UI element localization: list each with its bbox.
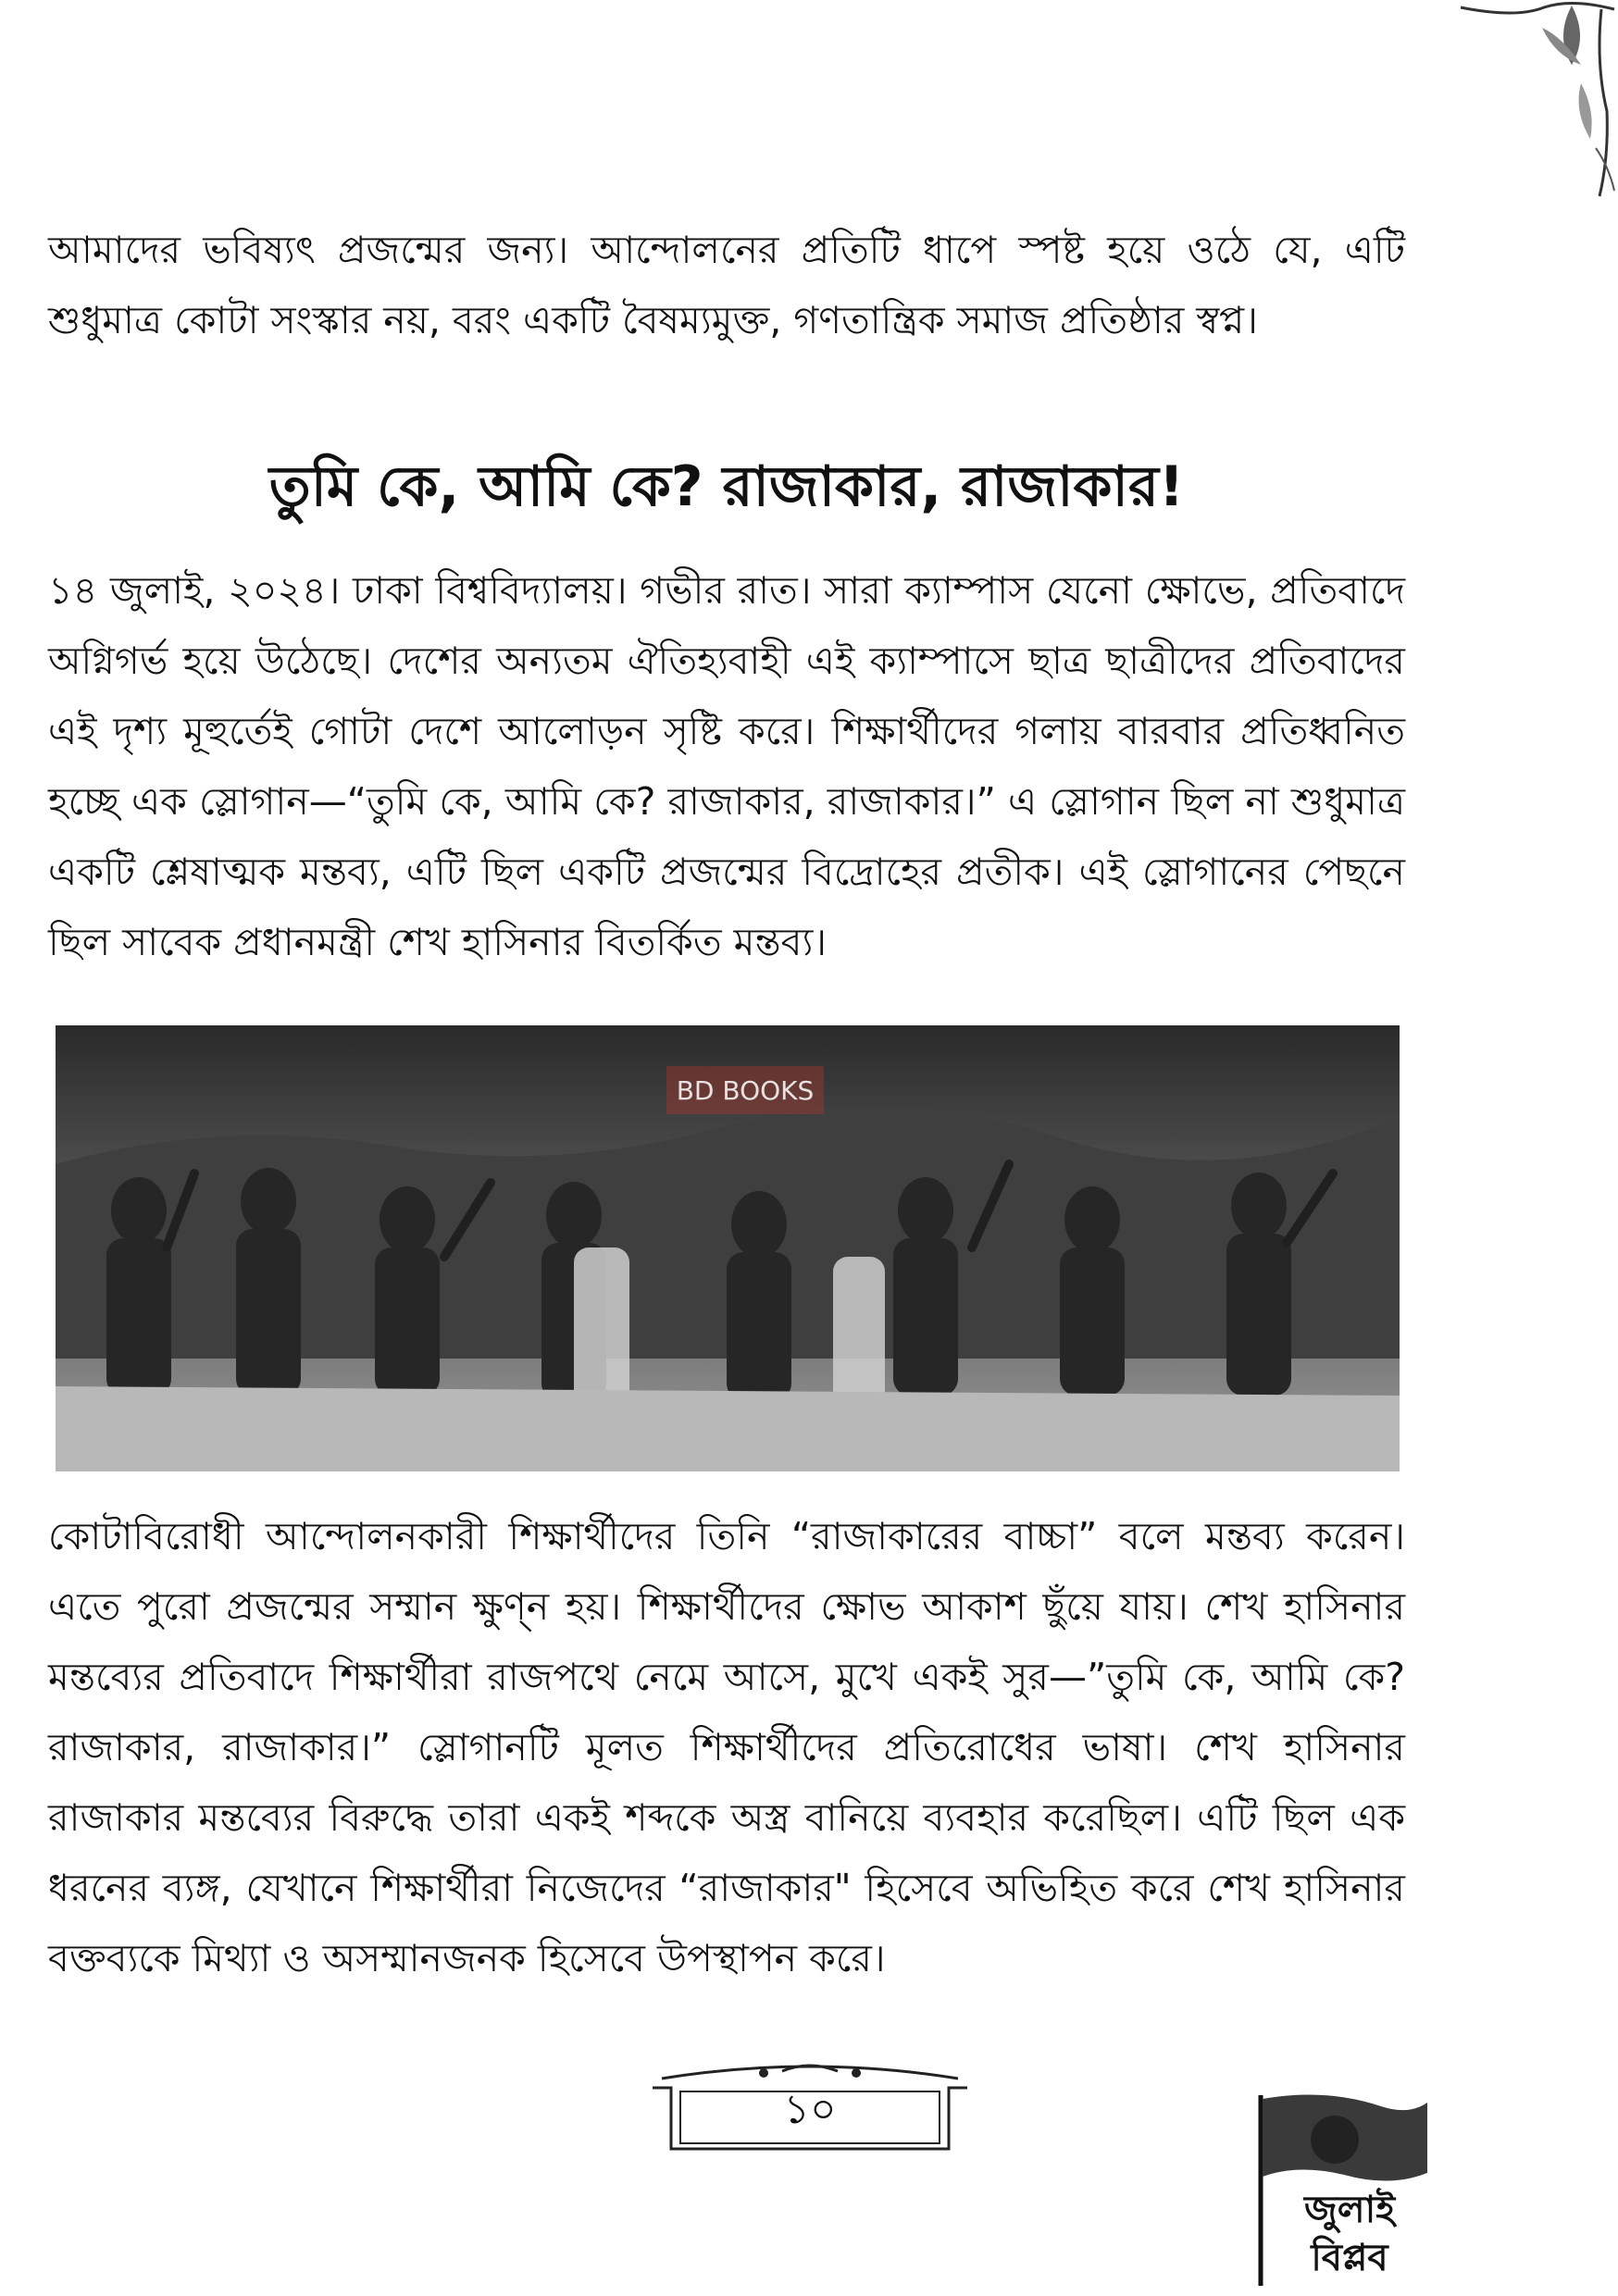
watermark [666,1066,824,1114]
paragraph-july-14: ১৪ জুলাই, ২০২৪। ঢাকা বিশ্ববিদ্যালয়। গভীর রাত। সারা ক্যাম্পাস যেনো ক্ষোভে, প্রতিবাদে অগ্নিগর্ভ হয়ে উঠেছে। দেশের অন্যতম ঐতিহ্যবাহী এই ক্যাম্পাসে ছাত্র ছাত্রীদের প্রতিবাদের এই দৃশ্য মূহুর্তেই গোটা দেশে আলোড়ন সৃষ্টি করে। শিক্ষার্থীদের গলায় বারবার প্রতিধ্বনিত হচ্ছে এক স্লোগান—“তুমি কে, আমি কে? রাজাকার, রাজাকার।” এ স্লোগান ছিল না শুধুমাত্র একটি শ্লেষাত্মক মন্তব্য, এটি ছিল একটি প্রজন্মের বিদ্রোহের প্রতীক। এই স্লোগানের পেছনে ছিল সাবেক প্রধানমন্ত্রী শেখ হাসিনার বিতর্কিত মন্তব্য। [48,568,1405,964]
brand-title-line2: বিপ্লব [1311,2237,1388,2279]
section-title: তুমি কে, আমি কে? রাজাকার, রাজাকার! [268,454,1185,519]
paragraph-slogan-explanation: কোটাবিরোধী আন্দোলনকারী শিক্ষার্থীদের তিনি “রাজাকারের বাচ্চা” বলে মন্তব্য করেন। এতে পুরো প্রজন্মের সম্মান ক্ষুণ্ন হয়। শিক্ষার্থীদের ক্ষোভ আকাশ ছুঁয়ে যায়। শেখ হাসিনার মন্তব্যের প্রতিবাদে শিক্ষার্থীরা রাজপথে নেমে আসে, মুখে একই সুর—”তুমি কে, আমি কে? রাজাকার, রাজাকার।” স্লোগানটি মূলত শিক্ষার্থীদের প্রতিরোধের ভাষা। শেখ হাসিনার রাজাকার মন্তব্যের বিরুদ্ধে তারা একই শব্দকে অস্ত্র বানিয়ে ব্যবহার করেছিল। এটি ছিল এক ধরনের ব্যঙ্গ, যেখানে শিক্ষার্থীরা নিজেদের “রাজাকার" হিসেবে অভিহিত করে শেখ হাসিনার বক্তব্যকে মিথ্যা ও অসম্মানজনক হিসেবে উপস্থাপন করে। [48,1514,1405,1980]
page-number: ১০ [783,2086,837,2133]
protest-photo [56,1025,1400,1471]
paragraph-intro: আমাদের ভবিষ্যৎ প্রজন্মের জন্য। আন্দোলনের প্রতিটি ধাপে স্পষ্ট হয়ে ওঠে যে, এটি শুধুমাত্র কোটা সংস্কার নয়, বরং একটি বৈষম্যমুক্ত, গণতান্ত্রিক সমাজ প্রতিষ্ঠার স্বপ্ন। [48,228,1405,342]
watermark-text: BD BOOKS [676,1075,815,1106]
protest-crowd-image [56,1025,1400,1471]
corner-ornament [1433,0,1618,204]
page-number-frame [643,2060,977,2158]
brand-title-line1: জুলাই [1304,2189,1395,2231]
